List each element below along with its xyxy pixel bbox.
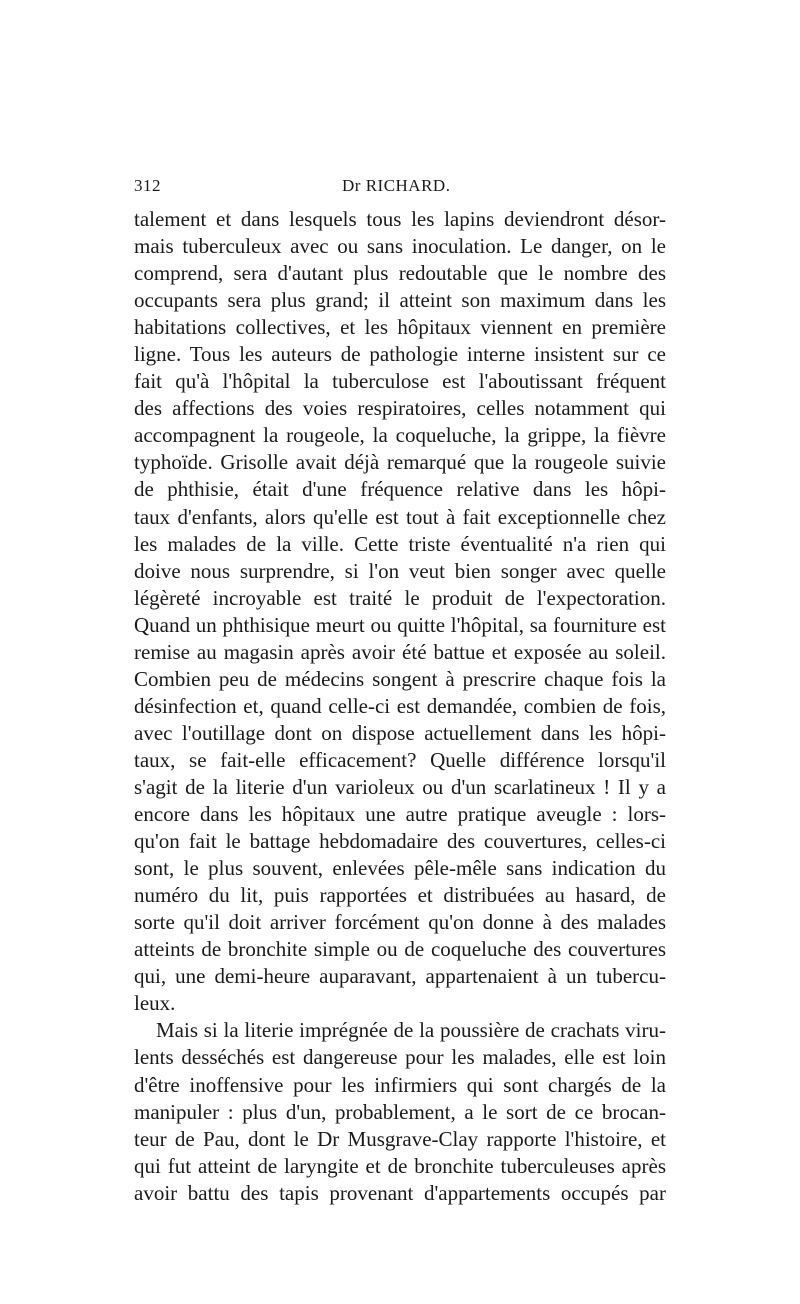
text-line: numéro du lit, puis rapportées et distribuées au hasard, de: [134, 883, 666, 908]
text-line: typhoïde. Grisolle avait déjà remarqué que la rougeole suivie: [134, 450, 666, 475]
text-line: taux, se fait-elle efficacement? Quelle différence lorsqu'il: [134, 747, 666, 772]
text-line: qui, une demi-heure auparavant, appartenaient à un tubercu-: [134, 964, 666, 989]
text-line: teur de Pau, dont le Dr Musgrave-Clay rapporte l'histoire, et: [134, 1126, 666, 1151]
text-line: occupants sera plus grand; il atteint son maximum dans les: [134, 288, 666, 313]
text-line: les malades de la ville. Cette triste éventualité n'a rien qui: [134, 531, 666, 556]
text-line: fait qu'à l'hôpital la tuberculose est l'aboutissant fréquent: [134, 369, 666, 394]
text-line-paragraph-end: leux.: [134, 991, 176, 1016]
text-line: doive nous surprendre, si l'on veut bien songer avec quelle: [134, 558, 666, 583]
text-line: habitations collectives, et les hôpitaux viennent en première: [134, 315, 666, 340]
text-line: sont, le plus souvent, enlevées pêle-mêle sans indication du: [134, 856, 666, 881]
text-line: Quand un phthisique meurt ou quitte l'hôpital, sa fourniture est: [134, 612, 666, 637]
body-text: [134, 206, 666, 1207]
text-line: désinfection et, quand celle-ci est demandée, combien de fois,: [134, 693, 666, 718]
text-line: ligne. Tous les auteurs de pathologie interne insistent sur ce: [134, 342, 666, 367]
text-line: avec l'outillage dont on dispose actuellement dans les hôpi-: [134, 720, 666, 745]
text-line: taux d'enfants, alors qu'elle est tout à fait exceptionnelle chez: [134, 504, 666, 529]
text-line: manipuler : plus d'un, probablement, a le sort de ce brocan-: [134, 1099, 666, 1124]
running-header: [134, 176, 666, 200]
text-line: qu'on fait le battage hebdomadaire des couvertures, celles-ci: [134, 829, 666, 854]
text-line: légèreté incroyable est traité le produit de l'expectoration.: [134, 585, 666, 610]
text-line: mais tuberculeux avec ou sans inoculation. Le danger, on le: [134, 234, 666, 259]
text-line: talement et dans lesquels tous les lapins deviendront désor-: [134, 207, 666, 231]
text-line: lents desséchés est dangereuse pour les malades, elle est loin: [134, 1045, 666, 1070]
text-line: comprend, sera d'autant plus redoutable que le nombre des: [134, 261, 666, 286]
text-line: qui fut atteint de laryngite et de bronchite tuberculeuses après: [134, 1153, 666, 1178]
text-line: avoir battu des tapis provenant d'appartements occupés par: [134, 1180, 666, 1205]
text-line: s'agit de la literie d'un varioleux ou d'un scarlatineux ! Il y a: [134, 774, 666, 799]
text-line: des affections des voies respiratoires, celles notamment qui: [134, 396, 666, 421]
text-line: de phthisie, était d'une fréquence relative dans les hôpi-: [134, 477, 666, 502]
text-line: remise au magasin après avoir été battue et exposée au soleil.: [134, 639, 666, 664]
page-number: 312: [134, 176, 161, 195]
running-title: Dr RICHARD.: [342, 176, 451, 195]
text-line: Combien peu de médecins songent à prescrire chaque fois la: [134, 666, 666, 691]
text-line-paragraph-start: Mais si la literie imprégnée de la poussière de crachats viru-: [156, 1018, 666, 1043]
text-line: sorte qu'il doit arriver forcément qu'on donne à des malades: [134, 910, 666, 935]
text-line: atteints de bronchite simple ou de coqueluche des couvertures: [134, 937, 666, 962]
text-line: accompagnent la rougeole, la coqueluche, la grippe, la fièvre: [134, 423, 666, 448]
text-line: encore dans les hôpitaux une autre pratique aveugle : lors-: [134, 802, 666, 827]
text-line: d'être inoffensive pour les infirmiers qui sont chargés de la: [134, 1072, 666, 1097]
